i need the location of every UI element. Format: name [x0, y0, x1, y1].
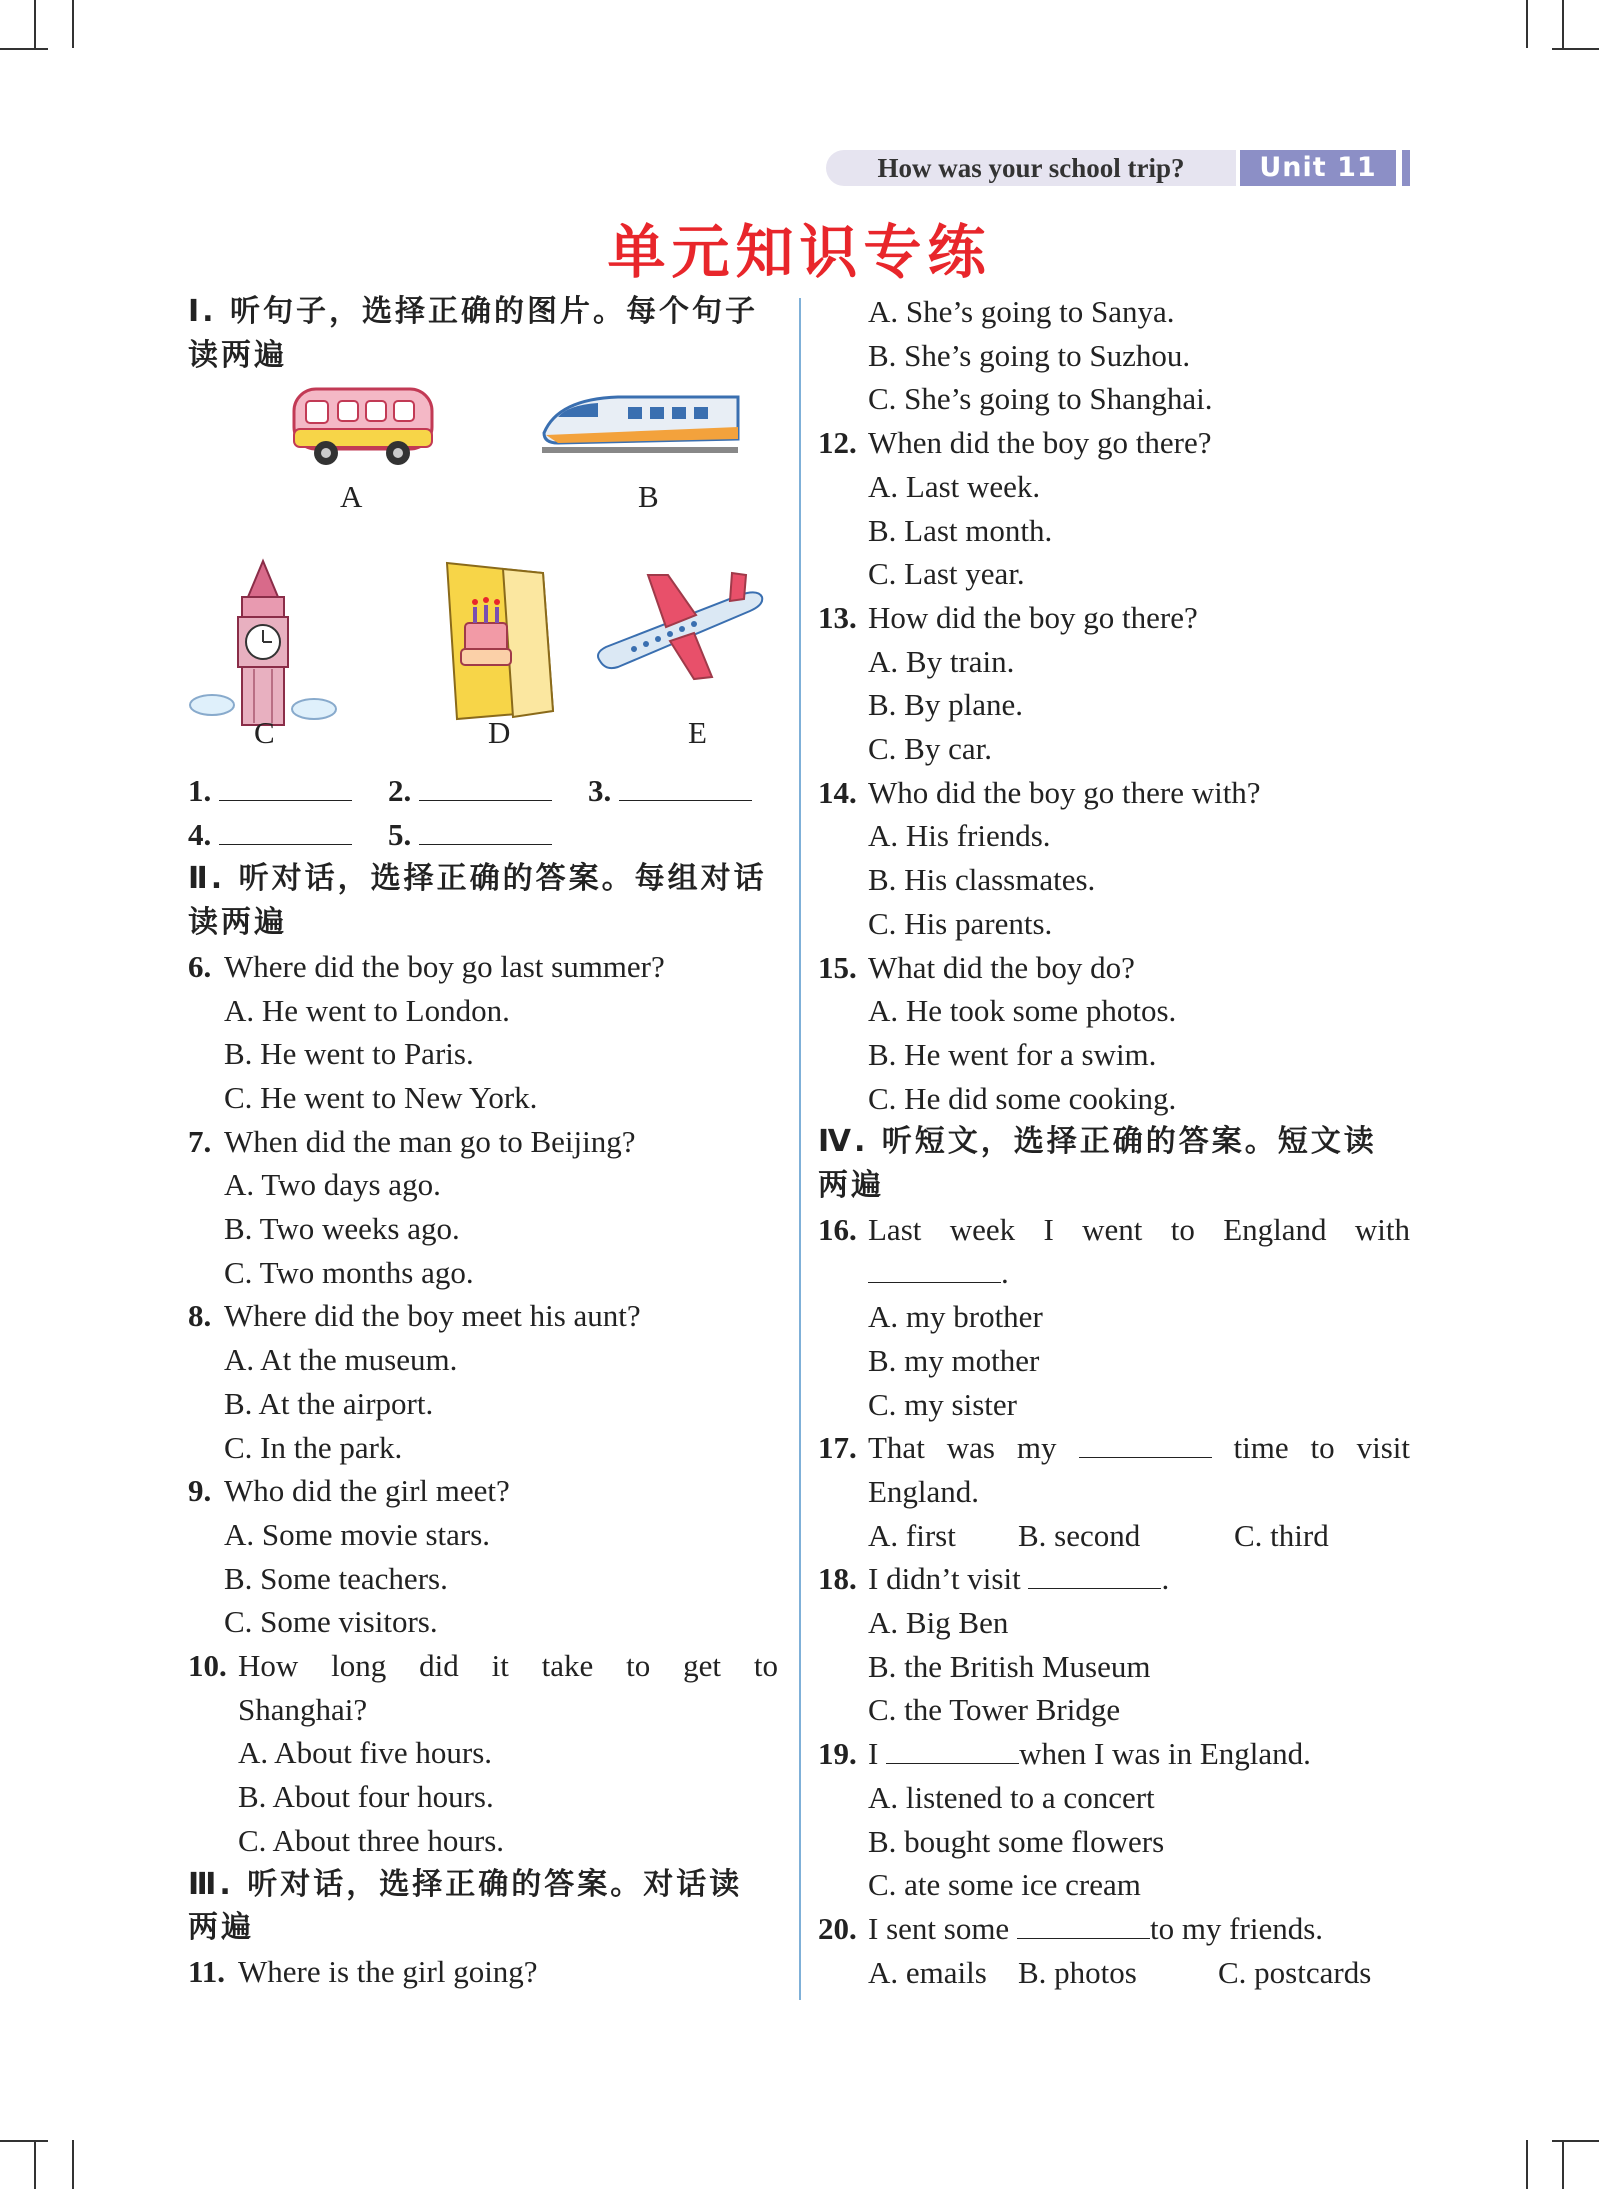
question-10: 10. How long did it take to get to	[188, 1648, 778, 1684]
option[interactable]: B. bought some flowers	[868, 1823, 1165, 1859]
option[interactable]: B. By plane.	[868, 687, 1023, 723]
answer-blank-17[interactable]	[1079, 1429, 1212, 1458]
answer-number: 3.	[588, 773, 612, 809]
question-8: 8. Where did the boy meet his aunt?	[188, 1298, 641, 1334]
option[interactable]: B. Some teachers.	[224, 1560, 448, 1596]
crop-mark	[1526, 0, 1528, 48]
option[interactable]: C. ate some ice cream	[868, 1867, 1141, 1903]
option[interactable]: A. He took some photos.	[868, 993, 1177, 1029]
option[interactable]: C. By car.	[868, 731, 992, 767]
option[interactable]: A. Last week.	[868, 468, 1041, 504]
option[interactable]: B. He went to Paris.	[224, 1036, 474, 1072]
option[interactable]: C. Last year.	[868, 556, 1025, 592]
airplane-icon	[590, 569, 770, 689]
header-unit: Unit 11	[1240, 150, 1396, 186]
option[interactable]: A. emails	[868, 1954, 987, 1990]
picture-label-c: C	[254, 715, 275, 751]
crop-mark	[1562, 2140, 1564, 2189]
question-17-options	[818, 1514, 1410, 1558]
bus-icon	[288, 381, 438, 471]
section-1-heading: Ⅰ. 听句子，选择正确的图片。每个句子 读两遍	[188, 294, 759, 373]
question-18: 18. I didn’t visit .	[818, 1561, 1170, 1597]
birthday-card-icon	[443, 559, 558, 724]
option[interactable]: A. first	[868, 1517, 956, 1553]
option[interactable]: C. postcards	[1218, 1954, 1372, 1990]
section-2-heading: Ⅱ. 听对话，选择正确的答案。每组对话 读两遍	[188, 861, 767, 941]
left-column	[188, 290, 778, 1994]
answer-blank-2[interactable]	[419, 772, 552, 801]
section-4-heading: Ⅳ. 听短文，选择正确的答案。短文读 两遍	[818, 1124, 1377, 1204]
header-accent-bar	[1402, 150, 1410, 186]
question-7: 7. When did the man go to Beijing?	[188, 1123, 636, 1159]
right-column	[818, 290, 1410, 1994]
question-20-options	[818, 1951, 1410, 1995]
option[interactable]: C. Two months ago.	[224, 1254, 474, 1290]
crop-mark	[1562, 0, 1564, 48]
option[interactable]: B. the British Museum	[868, 1648, 1151, 1684]
crop-mark	[0, 2140, 48, 2142]
option[interactable]: B. He went for a swim.	[868, 1036, 1157, 1072]
option[interactable]: B. Two weeks ago.	[224, 1211, 460, 1247]
option[interactable]: B. At the airport.	[224, 1385, 434, 1421]
crop-mark	[72, 0, 74, 48]
picture-label-b: B	[638, 479, 659, 515]
column-divider	[799, 298, 801, 2000]
question-17-line2: England.	[868, 1473, 980, 1509]
option[interactable]: C. He went to New York.	[224, 1079, 538, 1115]
page-title: 单元知识专练	[607, 218, 992, 286]
answer-number: 2.	[388, 773, 412, 809]
question-14: 14. Who did the boy go there with?	[818, 774, 1261, 810]
big-ben-icon	[188, 557, 338, 727]
crop-mark	[72, 2140, 74, 2189]
question-15: 15. What did the boy do?	[818, 949, 1135, 985]
question-9: 9. Who did the girl meet?	[188, 1473, 510, 1509]
option[interactable]: A. She’s going to Sanya.	[868, 294, 1175, 329]
section-3-heading: Ⅲ. 听对话，选择正确的答案。对话读 两遍	[188, 1866, 743, 1946]
option[interactable]: B. She’s going to Suzhou.	[868, 337, 1191, 373]
train-icon	[538, 387, 748, 467]
answer-blank-1[interactable]	[219, 772, 352, 801]
option[interactable]: B. photos	[1018, 1954, 1137, 1990]
option[interactable]: B. my mother	[868, 1342, 1040, 1378]
crop-mark	[1526, 2140, 1528, 2189]
answer-blank-19[interactable]	[886, 1735, 1019, 1764]
option[interactable]: A. By train.	[868, 643, 1015, 679]
question-11: 11. Where is the girl going?	[188, 1953, 538, 1989]
option[interactable]: A. Big Ben	[868, 1605, 1009, 1641]
crop-mark	[0, 48, 48, 50]
option[interactable]: A. He went to London.	[224, 992, 510, 1028]
option[interactable]: C. About three hours.	[238, 1822, 505, 1858]
answer-blank-3[interactable]	[619, 772, 752, 801]
option[interactable]: B. Last month.	[868, 512, 1053, 548]
option[interactable]: B. About four hours.	[238, 1779, 494, 1815]
answer-number: 4.	[188, 817, 212, 853]
answer-blank-20[interactable]	[1017, 1910, 1150, 1939]
option[interactable]: C. She’s going to Shanghai.	[868, 381, 1213, 417]
answer-blanks	[188, 769, 778, 857]
option[interactable]: C. His parents.	[868, 905, 1053, 941]
answer-number: 5.	[388, 817, 412, 853]
option[interactable]: A. listened to a concert	[868, 1779, 1155, 1815]
answer-blank-4[interactable]	[219, 816, 352, 845]
crop-mark	[34, 0, 36, 48]
picture-options	[188, 377, 778, 769]
answer-blank-18[interactable]	[1028, 1560, 1161, 1589]
question-16-line2: .	[818, 1251, 1410, 1295]
answer-blank-5[interactable]	[419, 816, 552, 845]
header-title: How was your school trip?	[826, 150, 1236, 186]
question-6: 6. Where did the boy go last summer?	[188, 948, 665, 984]
question-20: 20. I sent some to my friends.	[818, 1911, 1324, 1946]
picture-label-d: D	[488, 715, 511, 751]
question-19: 19. I when I was in England.	[818, 1736, 1311, 1772]
option[interactable]: C. the Tower Bridge	[868, 1692, 1121, 1728]
option[interactable]: B. second	[1018, 1517, 1141, 1553]
option[interactable]: C. In the park.	[224, 1429, 403, 1465]
picture-label-e: E	[688, 715, 707, 751]
option[interactable]: B. His classmates.	[868, 862, 1096, 898]
crop-mark	[34, 2140, 36, 2189]
option[interactable]: A. Two days ago.	[224, 1167, 441, 1203]
question-12: 12. When did the boy go there?	[818, 425, 1212, 461]
option[interactable]: C. third	[1234, 1517, 1329, 1553]
answer-number: 1.	[188, 773, 212, 809]
page-header	[826, 150, 1412, 188]
option[interactable]: A. His friends.	[868, 818, 1051, 854]
answer-blank-16[interactable]	[868, 1254, 1001, 1283]
option[interactable]: A. my brother	[868, 1299, 1043, 1335]
crop-mark	[1552, 48, 1599, 50]
option[interactable]: C. Some visitors.	[224, 1604, 438, 1640]
question-13: 13. How did the boy go there?	[818, 599, 1198, 635]
question-10-line2: Shanghai?	[238, 1691, 368, 1727]
question-17: 17. That was my time to visit	[818, 1430, 1411, 1466]
crop-mark	[1552, 2140, 1599, 2142]
picture-label-a: A	[340, 479, 363, 515]
option[interactable]: A. Some movie stars.	[224, 1516, 491, 1552]
option[interactable]: C. my sister	[868, 1386, 1017, 1422]
option[interactable]: A. At the museum.	[224, 1342, 458, 1378]
option[interactable]: C. He did some cooking.	[868, 1080, 1177, 1116]
question-16: 16. Last week I went to England with	[818, 1211, 1410, 1247]
option[interactable]: A. About five hours.	[238, 1735, 493, 1771]
